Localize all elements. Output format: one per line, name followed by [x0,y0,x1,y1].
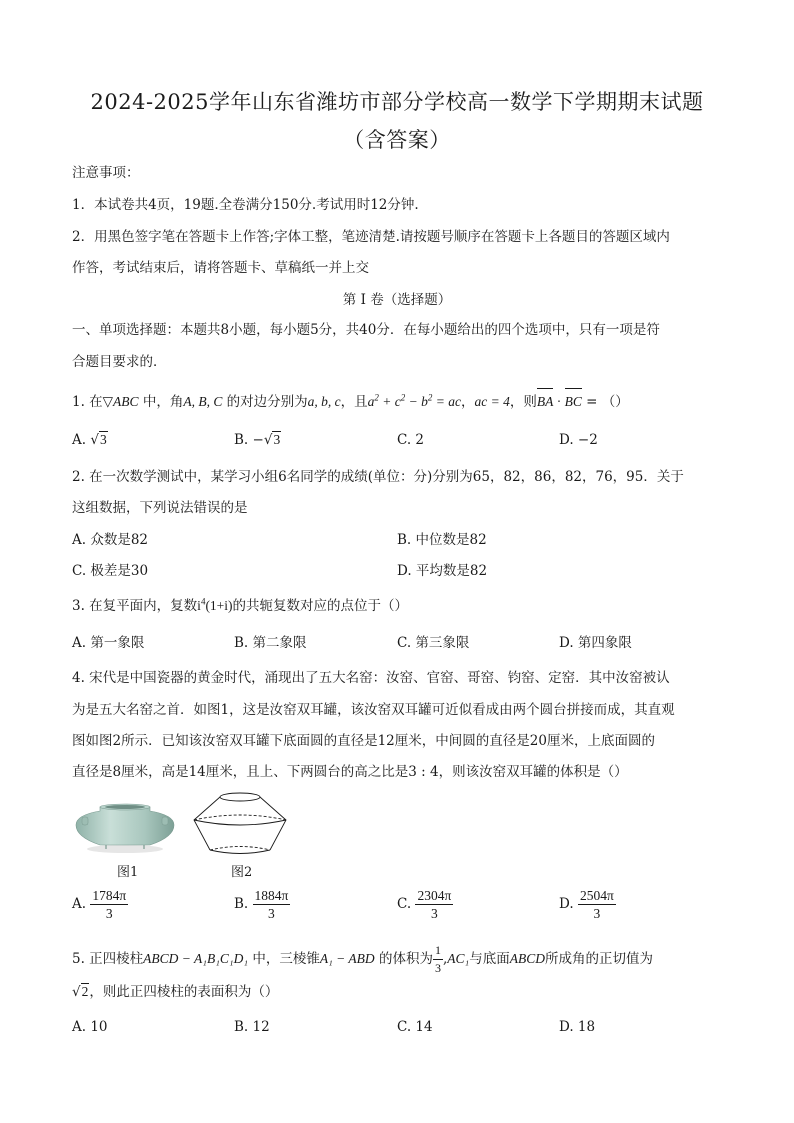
q1-option-b: B. −√3 [234,432,281,448]
q4-option-c: C. $\frac{2304\pi}{3}$ [397,888,452,921]
question-4: 4. 宋代是中国瓷器的黄金时代，涌现出了五大名窑：汝窑、官窑、哥窑、钧窑、定窑．其中汝窑被认 [72,670,670,686]
question-4-cont-3: 直径是8厘米，高是14厘米，且上、下两圆台的高之比是3 : 4，则该汝窑双耳罐的体积是（） [72,764,628,780]
page-title: 2024-2025学年山东省潍坊市部分学校高一数学下学期期末试题 [90,90,704,114]
notice-item-2: 2．用黑色签字笔在答题卡上作答;字体工整，笔迹清楚.请按题号顺序在答题卡上各题目的答题区域内 [72,229,670,245]
q5-option-c: C. 14 [397,1019,433,1035]
section-instruction: 一、单项选择题：本题共8小题，每小题5分，共40分．在每小题给出的四个选项中，只有一项是符 [72,322,660,338]
notice-item-2-cont: 作答，考试结束后，请将答题卡、草稿纸一并上交 [72,260,369,276]
section-instruction-cont: 合题目要求的． [72,354,167,370]
question-2-cont: 这组数据，下列说法错误的是 [72,500,248,516]
question-4-cont-1: 为是五大名窑之首．如图1，这是汝窑双耳罐，该汝窑双耳罐可近似看成由两个圆台拼接而成，其直观 [72,702,675,718]
q5-option-a: A. 10 [72,1019,108,1035]
question-3: 3. 在复平面内，复数$i^4(1+i)$的共轭复数对应的点位于（） [72,596,409,614]
q3-option-b: B. 第二象限 [234,635,307,651]
q5-option-b: B. 12 [234,1019,270,1035]
q1-option-d: D. −2 [559,432,598,448]
q2-option-c: C. 极差是30 [72,563,149,579]
equation: $a^2 + c^2 - b^2$ = ac [367,392,461,409]
vector-ba: BA [537,392,554,412]
section-heading: 第 I 卷（选择题） [342,292,452,308]
q4-option-b: B. $\frac{1884\pi}{3}$ [234,888,289,921]
q2-option-a: A. 众数是82 [72,532,149,548]
notice-item-1: 1．本试卷共4页，19题.全卷满分150分.考试用时12分钟. [72,197,419,213]
q1-option-c: C. 2 [397,432,425,448]
q3-option-c: C. 第三象限 [397,635,470,651]
celadon-jar-image [70,795,180,855]
q3-option-a: A. 第一象限 [72,635,145,651]
frustum-diagram [190,790,290,858]
figure-1-caption: 图1 [117,865,139,880]
question-2: 2. 在一次数学测试中，某学习小组6名同学的成绩(单位：分)分别为65，82，86，82，76，95．关于 [72,469,684,485]
question-5: 5. 正四棱柱ABCD − A₁B₁C₁D₁ 中，三棱锥A₁ − ABD 的体积为 $\frac{1}{3}$ ,AC₁与底面ABCD所成角的正切值为 [72,943,653,975]
question-1: 1. 在▽ABC 中，角A, B, C 的对边分别为a, b, c，且$a^2 + c^2 - b^2$ = ac，ac = 4，则BA · BC = （） [72,392,629,410]
page-subtitle: （含答案） [343,128,451,152]
q4-option-a: A. $\frac{1784\pi}{3}$ [72,888,127,921]
question-4-cont-2: 图如图2所示．已知该汝窑双耳罐下底面圆的直径是12厘米，中间圆的直径是20厘米，上底面圆的 [72,733,655,749]
q2-option-d: D. 平均数是82 [397,563,488,579]
vector-bc: BC [565,392,582,412]
figure-2-caption: 图2 [231,865,253,880]
question-5-cont: √2，则此正四棱柱的表面积为（） [72,984,279,1000]
q1-option-a: A. √3 [72,432,107,448]
q2-option-b: B. 中位数是82 [397,532,487,548]
q5-option-d: D. 18 [559,1019,596,1035]
notice-heading: 注意事项： [72,165,140,181]
q4-option-d: D. $\frac{2504\pi}{3}$ [559,888,614,921]
q3-option-d: D. 第四象限 [559,635,632,651]
